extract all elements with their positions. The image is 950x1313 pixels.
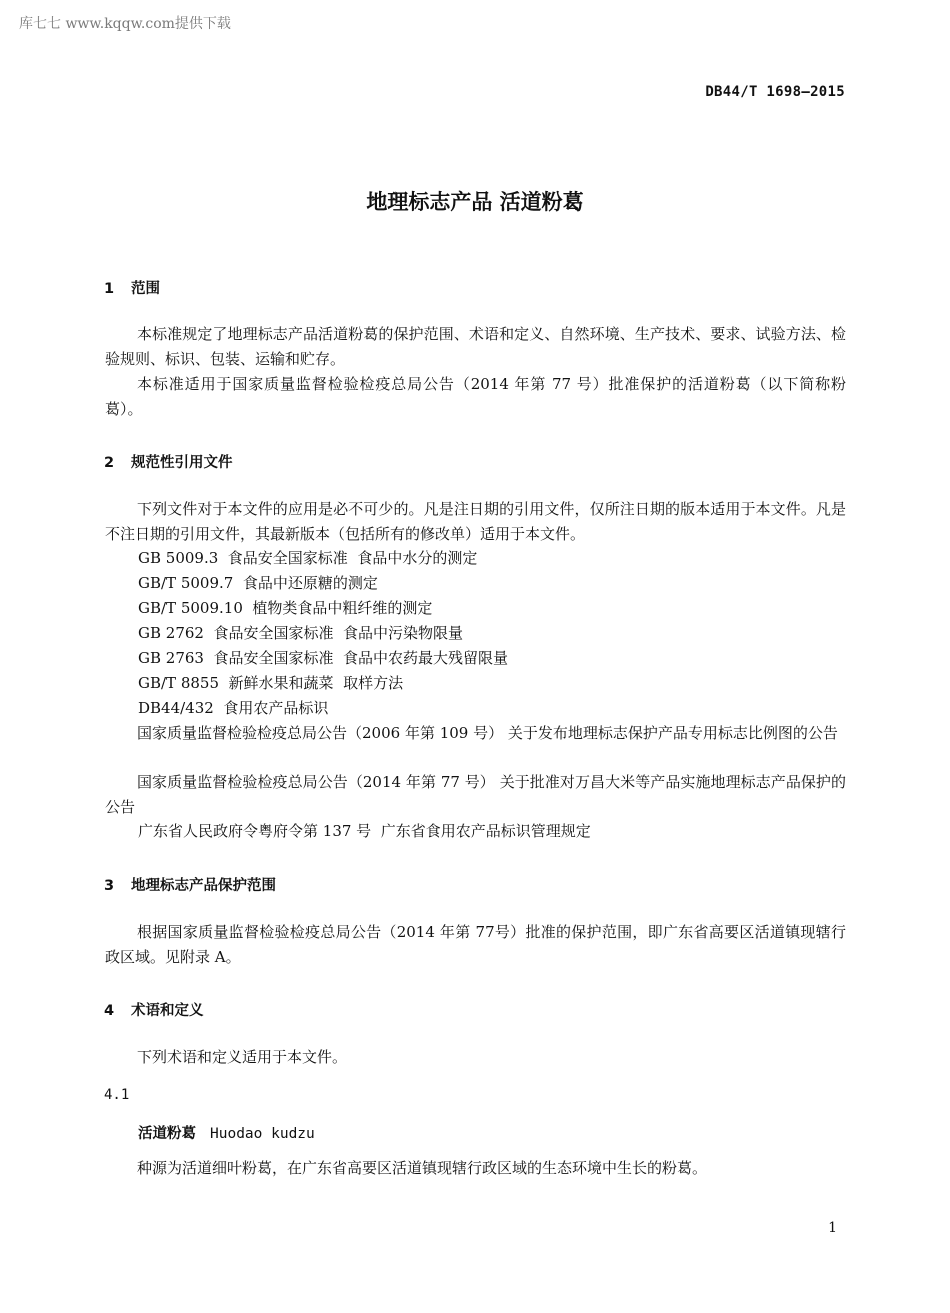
section-heading-normative-references: [104, 451, 233, 472]
scope-paragraph-1: 本标准规定了地理标志产品活道粉葛的保护范围、术语和定义、自然环境、生产技术、要求、试验方法、检验规则、标识、包装、运输和贮存。: [105, 325, 846, 368]
reference-item: GB 5009.3 食品安全国家标准 食品中水分的测定: [138, 549, 478, 567]
reference-item: GB 2763 食品安全国家标准 食品中农药最大残留限量: [138, 649, 509, 667]
protection-scope-paragraph: 根据国家质量监督检验检疫总局公告（2014 年第 77号）批准的保护范围，即广东省高要区活道镇现辖行政区域。见附录 A。: [105, 923, 846, 966]
reference-item: GB/T 8855 新鲜水果和蔬菜 取样方法: [138, 674, 404, 692]
reference-item: 广东省人民政府令粤府令第 137 号 广东省食用农产品标识管理规定: [138, 822, 591, 840]
term-definition: 种源为活道细叶粉葛，在广东省高要区活道镇现辖行政区域的生态环境中生长的粉葛。: [137, 1159, 708, 1177]
references-intro: 下列文件对于本文件的应用是必不可少的。凡是注日期的引用文件，仅所注日期的版本适用于本文件。凡是不注日期的引用文件，其最新版本（包括所有的修改单）适用于本文件。: [105, 500, 846, 543]
term-english: Huodao kudzu: [210, 1126, 315, 1142]
term-chinese: 活道粉葛: [138, 1126, 196, 1142]
section-number: 1: [104, 281, 115, 297]
scope-paragraph-2: 本标准适用于国家质量监督检验检疫总局公告（2014 年第 77 号）批准保护的活道粉葛（以下简称粉葛）。: [105, 375, 846, 418]
announcement-reference: 国家质量监督检验检疫总局公告（2014 年第 77 号） 关于批准对万昌大米等产品实施地理标志产品保护的公告: [105, 773, 846, 816]
section-number: 4: [104, 1003, 115, 1019]
watermark-text: 库七七 www.kqqw.com提供下载: [19, 16, 231, 32]
terms-intro: 下列术语和定义适用于本文件。: [137, 1048, 348, 1066]
document-title: 地理标志产品 活道粉葛: [366, 190, 584, 214]
reference-item: DB44/432 食用农产品标识: [138, 699, 329, 717]
announcement-reference: 国家质量监督检验检疫总局公告（2006 年第 109 号） 关于发布地理标志保护产品专用标志比例图的公告: [137, 724, 838, 742]
term-entry: [138, 1122, 315, 1143]
section-title: 地理标志产品保护范围: [131, 878, 276, 894]
section-heading-scope: [104, 277, 160, 298]
standard-code: DB44/T 1698—2015: [705, 84, 845, 100]
section-heading-protection-scope: [104, 874, 276, 895]
section-title: 规范性引用文件: [131, 455, 233, 471]
section-number: 2: [104, 455, 115, 471]
subsection-number: 4.1: [104, 1087, 130, 1103]
section-heading-terms: [104, 999, 204, 1020]
page-number: 1: [828, 1220, 837, 1236]
section-number: 3: [104, 878, 115, 894]
reference-item: GB/T 5009.10 植物类食品中粗纤维的测定: [138, 599, 433, 617]
section-title: 范围: [131, 281, 160, 297]
reference-item: GB/T 5009.7 食品中还原糖的测定: [138, 574, 378, 592]
reference-item: GB 2762 食品安全国家标准 食品中污染物限量: [138, 624, 464, 642]
section-title: 术语和定义: [131, 1003, 204, 1019]
